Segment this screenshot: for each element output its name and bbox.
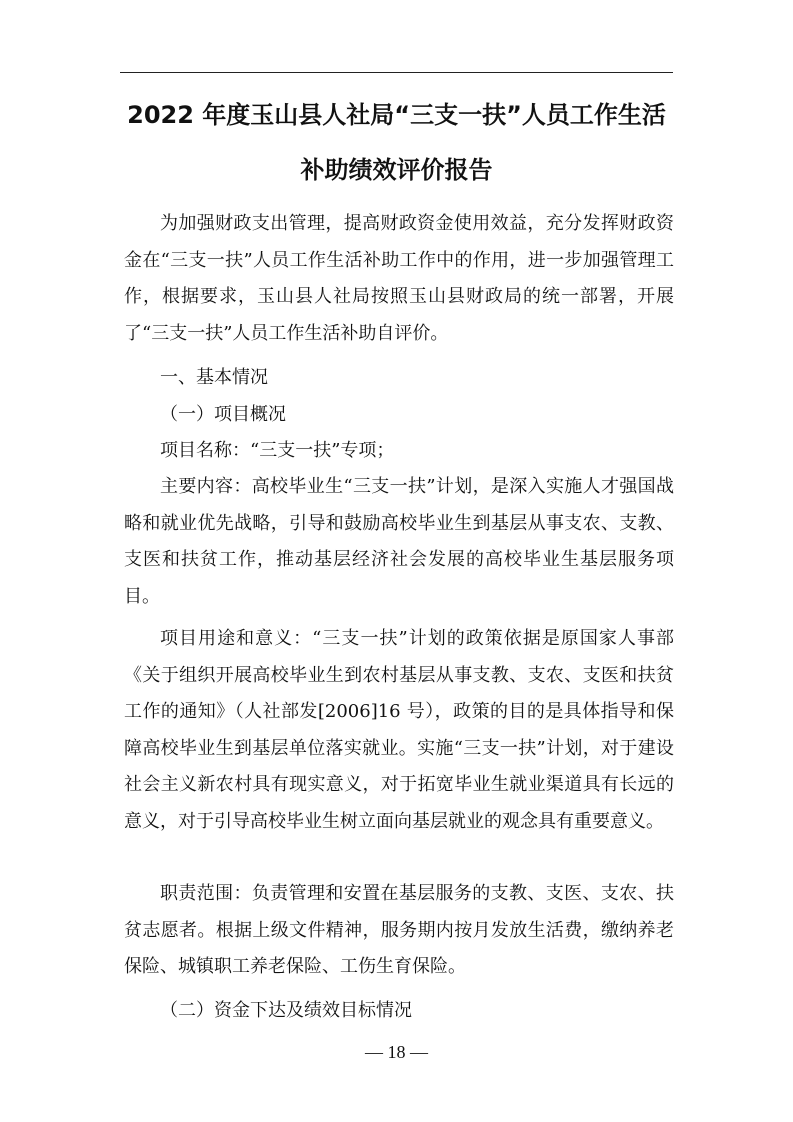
purpose-paragraph: 项目用途和意义：“三支一扶”计划的政策依据是原国家人事部《关于组织开展高校毕业生到农村基层从事支教、支农、支医和扶贫工作的通知》（人社部发[2006]16 号），政策的目的是具体指导和保障高校毕业生到基层单位落实就业。实施“三支一扶”计划，对于建设社会主义新农村具有现实意义，对于拓宽毕业生就业渠道具有长远的意义，对于引导高校毕业生树立面向基层就业的观念具有重要意义。 <box>124 628 674 832</box>
subsection-heading-project-overview: （一）项目概况 <box>160 404 286 425</box>
section-heading-basic-info: 一、基本情况 <box>160 367 268 388</box>
scope-paragraph: 职责范围：负责管理和安置在基层服务的支教、支医、支农、扶贫志愿者。根据上级文件精神，服务期内按月发放生活费，缴纳养老保险、城镇职工养老保险、工伤生育保险。 <box>124 883 674 977</box>
intro-paragraph: 为加强财政支出管理，提高财政资金使用效益，充分发挥财政资金在“三支一扶”人员工作生活补助工作中的作用，进一步加强管理工作，根据要求，玉山县人社局按照玉山县财政局的统一部署，开展了“三支一扶”人员工作生活补助自评价。 <box>124 213 674 344</box>
report-title-line-1: 2022 年度玉山县人社局“三支一扶”人员工作生活 <box>127 101 666 129</box>
project-name-line: 项目名称：“三支一扶”专项； <box>160 440 395 461</box>
page-number: — 18 — <box>365 1042 428 1062</box>
header-rule <box>120 72 673 73</box>
subsection-heading-funding-targets: （二）资金下达及绩效目标情况 <box>160 1000 412 1021</box>
main-content-paragraph: 主要内容：高校毕业生“三支一扶”计划，是深入实施人才强国战略和就业优先战略，引导和鼓励高校毕业生到基层从事支农、支教、支医和扶贫工作，推动基层经济社会发展的高校毕业生基层服务项目。 <box>124 476 674 607</box>
report-title-line-2: 补助绩效评价报告 <box>300 156 493 184</box>
